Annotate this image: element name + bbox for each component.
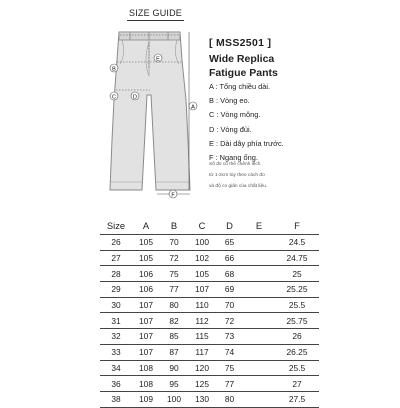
cell-size: 29 xyxy=(100,282,132,298)
size-guide-title: SIZE GUIDE xyxy=(127,8,184,21)
cell-e xyxy=(243,360,275,376)
cell-size: 34 xyxy=(100,360,132,376)
cell-d: 80 xyxy=(216,391,243,407)
svg-text:E: E xyxy=(156,56,160,63)
cell-b: 80 xyxy=(160,297,188,313)
legend-item-f: F : Ngang ống. xyxy=(209,153,258,163)
cell-e xyxy=(243,266,275,282)
cell-d: 75 xyxy=(216,360,243,376)
table-row xyxy=(100,313,319,329)
cell-f: 25 xyxy=(275,266,319,282)
svg-text:B: B xyxy=(112,66,116,73)
cell-c: 110 xyxy=(188,297,216,313)
cell-f: 25.25 xyxy=(275,282,319,298)
cell-size: 30 xyxy=(100,297,132,313)
svg-text:D: D xyxy=(133,94,137,101)
header-d: D xyxy=(226,219,233,231)
measurement-legend xyxy=(209,80,284,165)
header-a: A xyxy=(142,219,150,231)
pants-illustration xyxy=(98,20,208,200)
cell-f: 26 xyxy=(275,329,319,345)
cell-c: 107 xyxy=(188,282,216,298)
cell-size: 27 xyxy=(100,250,132,266)
header-size: Size xyxy=(106,219,126,231)
cell-f: 26.25 xyxy=(275,344,319,360)
cell-size: 33 xyxy=(100,344,132,360)
cell-c: 112 xyxy=(188,313,216,329)
cell-d: 65 xyxy=(216,235,243,251)
cell-b: 72 xyxy=(160,250,188,266)
cell-a: 107 xyxy=(132,329,160,345)
note-line: Số đo có thể chênh lệch xyxy=(209,162,261,167)
cell-f: 25.5 xyxy=(275,297,319,313)
note-line: và độ co giãn của chất liệu. xyxy=(209,184,268,189)
pants-outline xyxy=(110,32,190,190)
cell-size: 31 xyxy=(100,313,132,329)
cell-c: 105 xyxy=(188,266,216,282)
legend-item-d: D : Vòng đùi. xyxy=(209,124,252,134)
cell-e xyxy=(243,250,275,266)
product-info xyxy=(209,37,389,80)
marker-f xyxy=(169,190,177,198)
cell-a: 105 xyxy=(132,235,160,251)
cell-c: 117 xyxy=(188,344,216,360)
cell-b: 85 xyxy=(160,329,188,345)
table-row xyxy=(100,266,319,282)
cell-b: 82 xyxy=(160,313,188,329)
cell-b: 77 xyxy=(160,282,188,298)
marker-a xyxy=(189,102,197,110)
cell-f: 24.75 xyxy=(275,250,319,266)
table-row xyxy=(100,282,319,298)
size-table xyxy=(100,216,319,408)
cell-a: 108 xyxy=(132,360,160,376)
product-code: [ MSS2501 ] xyxy=(209,37,272,49)
product-name-line1: Wide Replica xyxy=(209,53,275,65)
cell-d: 77 xyxy=(216,376,243,392)
header-c: C xyxy=(198,219,206,231)
table-header-row xyxy=(100,216,319,235)
svg-text:C: C xyxy=(112,94,116,101)
product-name xyxy=(209,52,389,80)
cell-c: 115 xyxy=(188,329,216,345)
cell-e xyxy=(243,235,275,251)
cell-f: 25.5 xyxy=(275,360,319,376)
cell-size: 36 xyxy=(100,376,132,392)
table-row xyxy=(100,297,319,313)
cell-a: 106 xyxy=(132,266,160,282)
cell-d: 69 xyxy=(216,282,243,298)
legend-item-e: E : Dài dây phía trước. xyxy=(209,138,284,148)
table-row xyxy=(100,391,319,407)
table-row xyxy=(100,376,319,392)
cell-e xyxy=(243,282,275,298)
legend-item-b: B : Vòng eo. xyxy=(209,96,250,106)
cell-c: 100 xyxy=(188,235,216,251)
cell-e xyxy=(243,313,275,329)
cell-b: 75 xyxy=(160,266,188,282)
cell-f: 24.5 xyxy=(275,235,319,251)
header-b: B xyxy=(170,219,178,231)
cell-d: 74 xyxy=(216,344,243,360)
cell-size: 32 xyxy=(100,329,132,345)
header-f: F xyxy=(294,219,300,231)
cell-c: 130 xyxy=(188,391,216,407)
cell-b: 95 xyxy=(160,376,188,392)
table-row xyxy=(100,250,319,266)
table-row xyxy=(100,344,319,360)
waistband xyxy=(119,32,180,40)
cell-size: 26 xyxy=(100,235,132,251)
table-row xyxy=(100,329,319,345)
cell-c: 102 xyxy=(188,250,216,266)
cell-f: 27.5 xyxy=(275,391,319,407)
cell-d: 73 xyxy=(216,329,243,345)
cell-b: 90 xyxy=(160,360,188,376)
cell-f: 25.75 xyxy=(275,313,319,329)
cell-b: 100 xyxy=(160,391,188,407)
cell-b: 87 xyxy=(160,344,188,360)
note-line: từ 1-2cm tùy theo cách đo xyxy=(209,173,265,178)
cell-a: 109 xyxy=(132,391,160,407)
cell-c: 125 xyxy=(188,376,216,392)
cell-e xyxy=(243,391,275,407)
svg-text:A: A xyxy=(191,104,195,111)
cell-d: 68 xyxy=(216,266,243,282)
cell-size: 28 xyxy=(100,266,132,282)
cell-e xyxy=(243,297,275,313)
table-row xyxy=(100,360,319,376)
header-e: E xyxy=(255,219,263,231)
marker-c xyxy=(110,92,118,100)
cell-b: 70 xyxy=(160,235,188,251)
measurement-note xyxy=(209,159,267,192)
cell-c: 120 xyxy=(188,360,216,376)
cell-a: 107 xyxy=(132,297,160,313)
cell-d: 70 xyxy=(216,297,243,313)
marker-b xyxy=(110,64,118,72)
cell-a: 108 xyxy=(132,376,160,392)
product-name-line2: Fatigue Pants xyxy=(209,67,278,79)
cell-a: 107 xyxy=(132,344,160,360)
cell-d: 72 xyxy=(216,313,243,329)
cell-e xyxy=(243,329,275,345)
cell-f: 27 xyxy=(275,376,319,392)
marker-d xyxy=(131,92,139,100)
cell-a: 105 xyxy=(132,250,160,266)
svg-text:F: F xyxy=(171,192,175,199)
cell-size: 38 xyxy=(100,391,132,407)
cell-a: 106 xyxy=(132,282,160,298)
legend-item-a: A : Tổng chiều dài. xyxy=(209,82,271,91)
cell-e xyxy=(243,376,275,392)
table-row xyxy=(100,235,319,251)
cell-e xyxy=(243,344,275,360)
legend-item-c: C : Vòng mông. xyxy=(209,110,261,120)
cell-a: 107 xyxy=(132,313,160,329)
cell-d: 66 xyxy=(216,250,243,266)
marker-e xyxy=(154,54,162,62)
